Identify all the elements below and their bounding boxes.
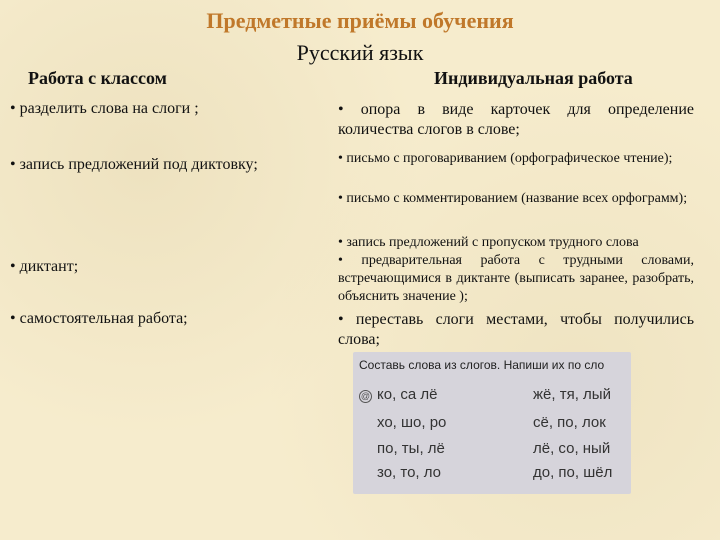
slide-subtitle: Русский язык [296, 40, 424, 65]
right-item-gap-sentences: • запись предложений с пропуском трудного слова [338, 235, 639, 250]
right-item-rearrange-syllables: • переставь слоги местами, чтобы получились слова; [338, 311, 694, 348]
left-column-heading: Работа с классом [28, 68, 167, 88]
right-item-cards: • опора в виде карточек для определение количества слогов в слове; [338, 101, 694, 138]
right-column-heading: Индивидуальная работа [434, 68, 633, 88]
exercise-right-row: жё, тя, лый [533, 386, 611, 403]
right-item-spelling-aloud: • письмо с проговариванием (орфографическое чтение); [338, 151, 673, 166]
right-item-commenting: • письмо с комментированием (название всех орфограмм); [338, 191, 688, 206]
exercise-right-row: сё, по, лок [533, 414, 606, 431]
left-item-syllables: • разделить слова на слоги ; [10, 100, 199, 117]
slide-title: Предметные приёмы обучения [206, 8, 514, 33]
exercise-left-row: зо, то, ло [377, 464, 442, 481]
left-item-dictation-sentences: • запись предложений под диктовку; [10, 156, 258, 173]
exercise-left-row: по, ты, лё [377, 440, 445, 457]
exercise-image [353, 352, 631, 494]
left-item-dictation: • диктант; [10, 258, 79, 275]
exercise-right-row: лё, со, ный [533, 440, 611, 457]
right-item-difficult-words: • предварительная работа с трудными словами, встречающимися в диктанте (выписать заранее, разобрать, объяснить значение ); [338, 253, 694, 304]
exercise-heading: Составь слова из слогов. Напиши их по сло [359, 358, 605, 372]
left-item-independent-work: • самостоятельная работа; [10, 310, 188, 327]
exercise-marker-icon: @ [360, 391, 371, 401]
exercise-left-row: хо, шо, ро [377, 414, 447, 431]
exercise-right-row: до, по, шёл [533, 464, 613, 481]
exercise-left-row: ко, са лё [377, 386, 438, 403]
